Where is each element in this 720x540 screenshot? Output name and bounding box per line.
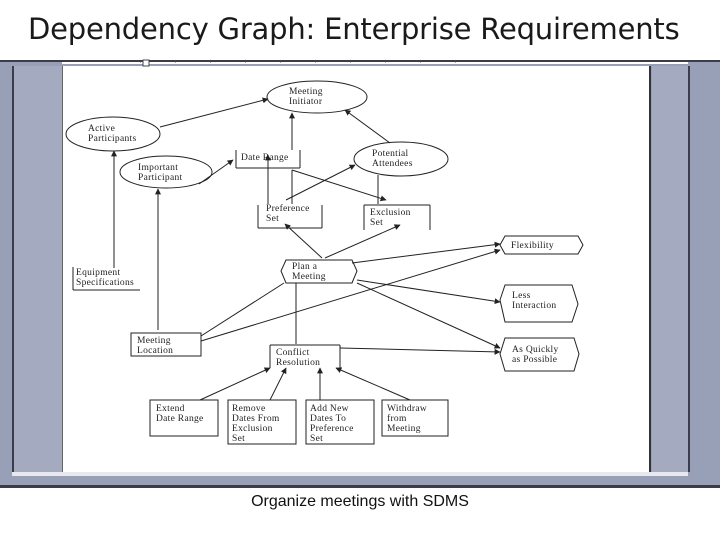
slide-caption: Organize meetings with SDMS [251, 493, 469, 510]
node-exclusion-set: Exclusion Set [370, 208, 411, 228]
edge [286, 165, 355, 200]
edge [160, 99, 268, 127]
ruler-marker [143, 60, 149, 66]
edge [200, 368, 270, 400]
node-meeting-location: Meeting Location [137, 336, 174, 356]
node-meeting-initiator: Meeting Initiator [289, 87, 323, 107]
edge [336, 368, 410, 400]
node-remove-dates: Remove Dates From Exclusion Set [232, 404, 280, 444]
edge [357, 280, 500, 302]
node-flexibility: Flexibility [511, 241, 554, 251]
node-extend-date-range: Extend Date Range [156, 404, 204, 424]
node-date-range: Date Range [241, 153, 289, 163]
edge [357, 283, 500, 348]
node-less-interaction: Less Interaction [512, 291, 557, 311]
slide-title: Dependency Graph: Enterprise Requirements [28, 12, 680, 46]
node-equipment-specifications: Equipment Specifications [76, 268, 135, 288]
node-important-participant: Important Participant [138, 163, 183, 183]
edge [285, 224, 322, 258]
node-active-participants: Active Participants [88, 124, 137, 144]
node-preference-set: Preference Set [266, 204, 310, 224]
edge [270, 368, 286, 400]
node-conflict-resolution: Conflict Resolution [276, 348, 321, 368]
edge [292, 170, 386, 200]
node-potential-attendees: Potential Attendees [372, 149, 413, 169]
node-withdraw-from-meeting: Withdraw from Meeting [387, 404, 428, 434]
node-add-new-dates: Add New Dates To Preference Set [310, 404, 354, 444]
node-as-quickly-as-possible: As Quickly as Possible [512, 345, 559, 365]
edge [340, 348, 500, 352]
edge [345, 110, 390, 143]
edge [352, 244, 500, 263]
edge [199, 160, 233, 184]
node-plan-a-meeting: Plan a Meeting [292, 262, 326, 282]
edge [325, 225, 400, 258]
